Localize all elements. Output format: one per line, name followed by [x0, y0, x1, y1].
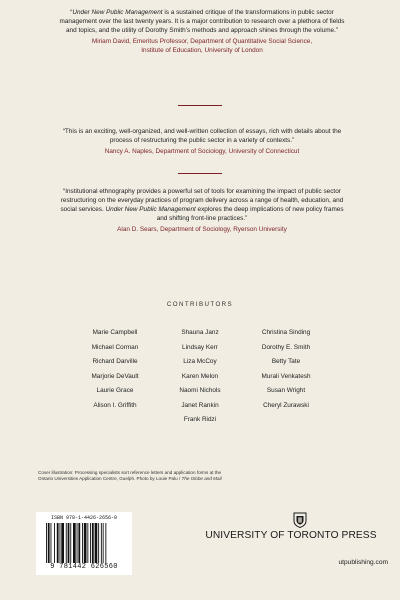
blurb-1-attribution-line1: Miriam David, Emeritus Professor, Department of Quantitative Social Science,	[91, 38, 313, 45]
barcode-bar	[51, 523, 52, 563]
contributors-column-3	[246, 326, 326, 413]
barcode-bar	[70, 523, 71, 563]
blurb-3-quote-after: explores the deep implications of new policy frames and shifting front-line practices.”	[156, 206, 344, 222]
publisher-name: UNIVERSITY OF TORONTO PRESS	[205, 530, 377, 541]
contributor-name: Laurie Grace	[96, 387, 134, 394]
barcode-bar	[90, 523, 91, 563]
blurb-1-quote-text: is a sustained critique of the transformations in public sector management over the last twenty years. It is a major contribution to research over a plethora of fields and topics, and the utility of Dorothy Smith’s methods and approach shines through the volume.”	[59, 9, 345, 34]
contributor-name: Marjorie DeVault	[91, 372, 139, 380]
barcode-bar	[82, 523, 83, 563]
barcode-bar	[54, 523, 55, 563]
barcode-bar	[87, 523, 88, 563]
contributor-name: Lindsay Kerr	[182, 343, 218, 351]
barcode-bars	[46, 523, 122, 563]
university-shield-logo-icon	[293, 512, 307, 528]
blurb-2-quote: “This is an exciting, well-organized, and well-written collection of essays, rich with details about the process of restructuring the public sector in a variety of contexts.”	[62, 128, 342, 144]
barcode-bar	[68, 523, 70, 563]
publisher-url: utpublishing.com	[338, 559, 388, 566]
contributors-column-2	[160, 326, 240, 428]
barcode-bar	[73, 523, 76, 563]
divider-1	[178, 105, 222, 106]
blurb-1	[58, 8, 346, 55]
contributor-name: Christina Sinding	[261, 329, 311, 336]
contributor-name: Marie Campbell	[92, 329, 138, 336]
blurb-3-attribution: Alan D. Sears, Department of Sociology, Ryerson University	[117, 226, 287, 233]
barcode-bar	[92, 523, 94, 563]
barcode-bar	[103, 523, 104, 563]
barcode-bar	[95, 523, 98, 563]
blurb-3-quote-before: “Institutional ethnography provides a powerful set of tools for examining the impact of public sector restructuring on the everyday practices of program delivery across a range of health, education, and social services.	[60, 188, 344, 213]
contributor-name: Susan Wright	[266, 387, 306, 394]
isbn-label: ISBN 978-1-4426-2656-0	[50, 515, 117, 521]
blurb-1-title: Under New Public Management	[72, 9, 163, 16]
barcode-bar	[60, 523, 61, 563]
contributor-name: Michael Corman	[91, 343, 139, 351]
blurb-1-attribution-line2: Institute of Education, University of London	[141, 47, 263, 54]
barcode-bar	[98, 523, 99, 563]
contributor-name: Janet Rankin	[181, 401, 219, 409]
contributors-heading: CONTRIBUTORS	[166, 301, 234, 308]
contributor-name: Shauna Janz	[181, 329, 219, 336]
contributor-name: Murali Venkatesh	[261, 372, 311, 380]
contributor-name: Karen Melon	[181, 372, 219, 380]
barcode-bar	[105, 523, 106, 563]
barcode-bar	[101, 523, 102, 563]
contributor-name: Frank Ridzi	[183, 416, 217, 423]
cover-credit-text: Cover illustration: Processing specialists sort reference letters and application forms at the Ontario Universities Application Centre, Guelph. Photo by Louie Palu /	[38, 470, 222, 482]
barcode-bar	[78, 523, 80, 563]
blurb-2	[58, 127, 346, 156]
contributors-column-1	[75, 326, 155, 413]
barcode-bar	[48, 523, 50, 563]
blurb-3-quote	[58, 187, 346, 223]
contributor-name: Cheryl Zurawski	[263, 401, 309, 409]
blurb-3	[58, 187, 346, 234]
blurb-1-attribution	[58, 37, 346, 55]
contributor-name: Betty Tate	[271, 358, 301, 365]
cover-illustration-credit	[38, 470, 228, 483]
blurb-2-attribution: Nancy A. Naples, Department of Sociology, University of Connecticut	[104, 148, 300, 155]
barcode-bar	[66, 523, 67, 563]
barcode-number: 9 781442 626560	[50, 563, 118, 571]
cover-credit-source: The Globe and Mail	[181, 476, 222, 482]
barcode-bar	[84, 523, 87, 563]
contributor-name: Liza McCoy	[183, 358, 217, 365]
contributor-name: Dorothy E. Smith	[261, 343, 311, 351]
isbn-barcode	[36, 512, 132, 575]
barcode-bar	[77, 523, 78, 563]
contributor-name: Richard Darville	[92, 358, 138, 365]
blurb-3-title: Under New Public Management	[105, 206, 196, 213]
blurb-1-quote: “Under New Public Management is a sustained critique of the transformations in public sector management over the last twenty years. It is a major contribution to research over a plethora of fields and topics, and the utility of Dorothy Smith’s methods and approach shines through the volume.”	[59, 9, 345, 34]
barcode-bar	[61, 523, 64, 563]
barcode-bar	[57, 523, 59, 563]
divider-2	[178, 173, 222, 174]
barcode-bar	[46, 523, 47, 563]
contributor-name: Alison I. Griffith	[93, 401, 137, 409]
contributor-name: Naomi Nichols	[179, 387, 221, 394]
